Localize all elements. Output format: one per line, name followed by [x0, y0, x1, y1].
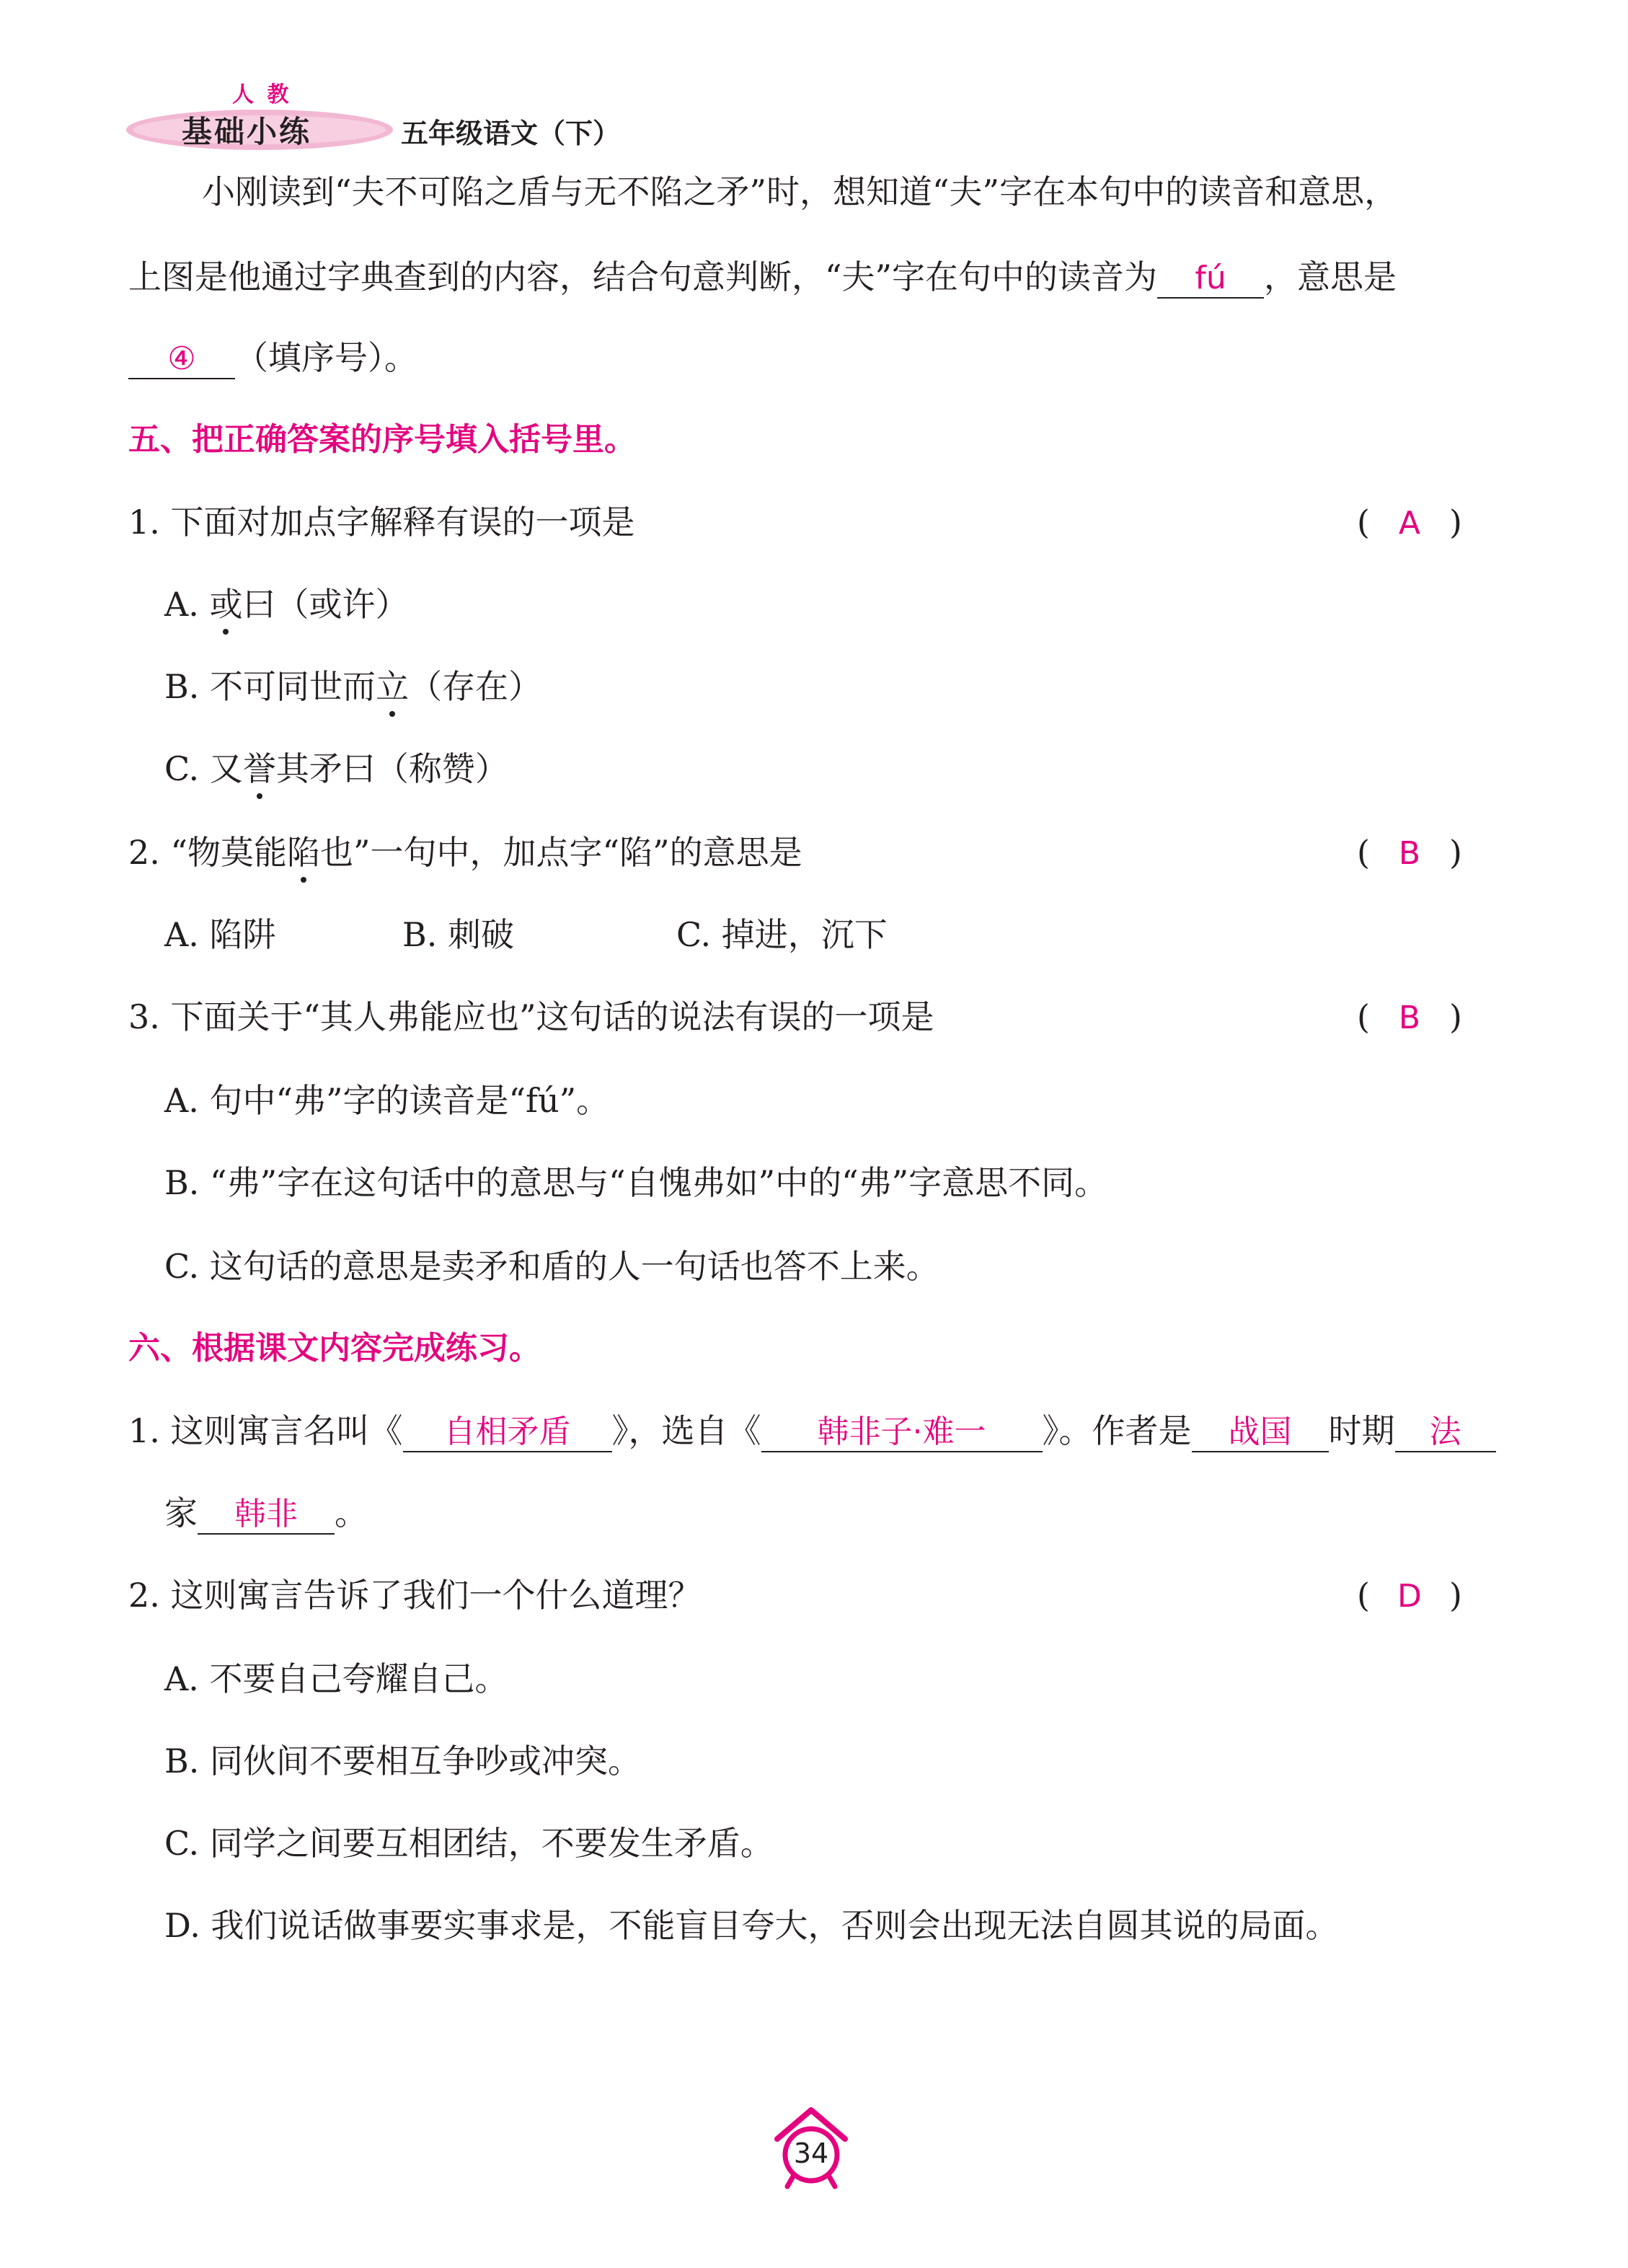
s6-q2-answer-bracket: ( D ) — [1357, 1576, 1462, 1615]
s5-q1-option-b: B. 不可同世而立（存在） — [164, 665, 541, 708]
header-small-label: 人 教 — [232, 82, 292, 107]
s6-q2-option-c: C. 同学之间要互相团结，不要发生矛盾。 — [164, 1824, 774, 1863]
intro-line-2: 上图是他通过字典查到的内容，结合句意判断，“夫”字在句中的读音为 fú ，意思是 — [128, 255, 1397, 299]
s6-q2-stem: 2. 这则寓言告诉了我们一个什么道理？ — [128, 1576, 702, 1615]
s5-q1-option-a: A. 或曰（或许） — [164, 583, 408, 626]
s5-q3-option-b: B. “弗”字在这句话中的意思与“自愧弗如”中的“弗”字意思不同。 — [164, 1163, 1108, 1202]
s6-q1-line-1: 1. 这则寓言名叫《 自相矛盾 》，选自《 韩非子·难一 》。作者是 战国 时期 法 — [128, 1409, 1496, 1452]
s5-q2-stem: 2. “物莫能陷也”一句中，加点字“陷”的意思是 — [128, 831, 802, 874]
s6-q1-line-2: 家 韩非 。 — [164, 1491, 368, 1535]
header-subject: 五年级语文（下） — [401, 118, 621, 149]
s6-q2-option-a: A. 不要自己夸耀自己。 — [164, 1659, 508, 1698]
s5-q2-option-a: A. 陷阱 — [164, 915, 276, 954]
s5-q3-stem: 3. 下面关于“其人弗能应也”这句话的说法有误的一项是 — [128, 997, 934, 1036]
answer-blank-era: 战国 — [1192, 1411, 1329, 1452]
s5-q3-option-a: A. 句中“弗”字的读音是“fú”。 — [164, 1081, 610, 1120]
s5-q1-answer-bracket: ( A ) — [1357, 503, 1462, 542]
intro-line-3: ④ （填序号）。 — [128, 336, 417, 379]
section-5-title: 五、把正确答案的序号填入括号里。 — [128, 421, 636, 458]
answer-blank-pinyin: fú — [1157, 257, 1264, 299]
page-number: 34 — [793, 2137, 829, 2169]
s6-q2-option-d: D. 我们说话做事要实事求是，不能盲目夸大，否则会出现无法自圆其说的局面。 — [164, 1906, 1339, 1945]
header-brand: 基础小练 — [182, 114, 312, 149]
answer-blank-meaning: ④ — [128, 337, 235, 379]
intro-line-1: 小刚读到“夫不可陷之盾与无不陷之矛”时，想知道“夫”字在本句中的读音和意思， — [202, 172, 1398, 211]
s5-q3-option-c: C. 这句话的意思是卖矛和盾的人一句话也答不上来。 — [164, 1247, 939, 1286]
answer-blank-school: 法 — [1395, 1411, 1496, 1452]
s5-q2-option-b: B. 刺破 — [402, 915, 515, 954]
section-6-title: 六、根据课文内容完成练习。 — [128, 1330, 541, 1367]
s5-q1-stem: 1. 下面对加点字解释有误的一项是 — [128, 503, 635, 542]
emphasis-dot-char: 或 — [209, 583, 242, 626]
s6-q2-option-b: B. 同伙间不要相互争吵或冲突。 — [164, 1742, 642, 1781]
s5-q2-option-c: C. 掉进，沉下 — [676, 915, 888, 954]
answer-blank-title: 自相矛盾 — [403, 1411, 612, 1452]
s5-q2-answer-bracket: ( B ) — [1357, 833, 1462, 872]
answer-blank-author: 韩非 — [198, 1493, 335, 1535]
page-number-badge — [771, 2104, 851, 2191]
s5-q1-option-c: C. 又誉其矛曰（称赞） — [164, 747, 508, 790]
emphasis-dot-char: 陷 — [287, 831, 320, 874]
emphasis-dot-char: 立 — [376, 665, 409, 708]
emphasis-dot-char: 誉 — [243, 747, 276, 790]
answer-blank-source: 韩非子·难一 — [761, 1411, 1043, 1452]
s5-q3-answer-bracket: ( B ) — [1357, 997, 1462, 1036]
